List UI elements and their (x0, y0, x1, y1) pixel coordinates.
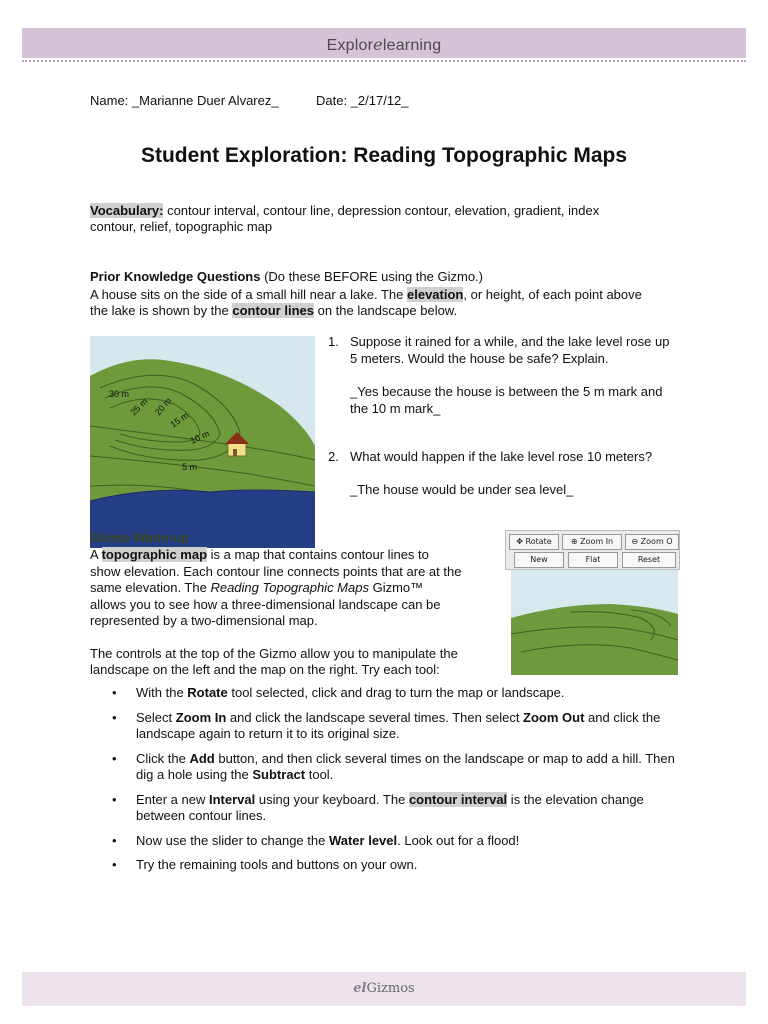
label-25m: 25 m (128, 396, 150, 418)
vocabulary-label: Vocabulary: (90, 203, 164, 218)
bullet-text: . Look out for a flood! (397, 832, 520, 848)
logo-suffix: learning (382, 37, 442, 54)
list-item (112, 685, 692, 702)
flat-button[interactable]: Flat (568, 552, 618, 568)
reset-button[interactable]: Reset (622, 552, 676, 568)
header-banner (22, 28, 746, 58)
new-button[interactable]: New (514, 552, 564, 568)
landscape-figure (90, 336, 315, 548)
bullet-text: Now use the slider to change the (136, 832, 329, 848)
bullet-text: tool. (305, 767, 334, 782)
prior-intro-1 (90, 287, 642, 302)
label-15m: 15 m (168, 409, 191, 430)
p1-l3-text-b: Gizmo™ (368, 580, 424, 595)
list-item (112, 792, 692, 825)
zoom-out-label: Zoom O (640, 537, 673, 546)
bullet-term: Subtract (252, 767, 306, 782)
gizmos-logo (22, 981, 746, 996)
prior-heading (90, 269, 483, 284)
vocabulary-line-1 (90, 203, 599, 218)
header-divider (22, 60, 746, 62)
term-elevation: elevation (407, 287, 464, 302)
warmup-p1-line2: show elevation. Each contour line connects points that are at the (90, 564, 462, 579)
vocabulary-terms-1: contour interval, contour line, depression contour, elevation, gradient, index (163, 203, 600, 218)
zoom-in-label: Zoom In (580, 537, 614, 546)
term-contour-lines: contour lines (232, 303, 314, 318)
bullet-text: With the (136, 685, 188, 700)
question-2-text: What would happen if the lake level rose 10 meters? (350, 449, 653, 464)
prior-intro-2 (90, 303, 457, 318)
gizmo-name: Reading Topographic Maps (210, 580, 369, 595)
warmup-p1-line3 (90, 580, 423, 595)
zoom-in-button[interactable] (562, 534, 622, 550)
bullet-text: using your keyboard. The (255, 791, 409, 807)
bullet-text: Try the remaining tools and buttons on your own. (136, 857, 418, 872)
warmup-p1-line4: allows you to see how a three-dimensional landscape can be (90, 597, 441, 612)
list-item (112, 833, 692, 850)
label-20m: 20 m (152, 395, 174, 418)
p1-text-a: A (90, 547, 102, 562)
prior-heading-note: (Do these BEFORE using the Gizmo.) (260, 269, 483, 284)
list-item (112, 710, 692, 743)
intro1-text-b: , or height, of each point above (463, 287, 642, 302)
list-item (112, 751, 692, 784)
tool-instructions (112, 685, 692, 882)
warmup-heading: Gizmo Warm-up (90, 530, 190, 545)
bullet-icon: • (112, 685, 117, 700)
bullet-icon: • (112, 750, 117, 766)
question-2-answer[interactable]: _The house would be under sea level_ (350, 482, 574, 497)
logo-mark: e (373, 35, 383, 54)
zoom-out-icon: ⊖ (631, 537, 639, 546)
intro2-text-a: the lake is shown by the (90, 303, 233, 318)
zoom-in-icon: ⊕ (570, 537, 578, 546)
label-30m: 30 m (109, 389, 130, 399)
bullet-term: Zoom In (175, 709, 227, 725)
question-2-number: 2. (328, 449, 339, 464)
question-1-text: Suppose it rained for a while, and the lake level rose up 5 meters. Would the house be safe? Explain. (350, 334, 670, 366)
rotate-label: Rotate (525, 537, 552, 546)
rotate-button[interactable] (509, 534, 559, 550)
gizmos-logo-text: Gizmos (366, 981, 415, 996)
prior-heading-bold: Prior Knowledge Questions (90, 269, 261, 284)
bullet-text: tool selected, click and drag to turn the map or landscape. (227, 685, 565, 700)
vocabulary-line-2: contour, relief, topographic map (90, 219, 273, 234)
label-5m: 5 m (182, 462, 198, 472)
intro1-text-a: A house sits on the side of a small hill near a lake. The (90, 287, 407, 302)
bullet-icon: • (112, 832, 117, 848)
warmup-p1-line1 (90, 547, 429, 562)
rotate-icon: ✥ (516, 537, 523, 546)
gizmos-logo-mark: el (353, 981, 367, 996)
explorelearning-logo (22, 35, 746, 55)
label-10m: 10 m (188, 428, 211, 446)
bullet-term: Add (189, 750, 215, 766)
gizmo-landscape[interactable] (511, 570, 678, 675)
term-topographic-map: topographic map (101, 547, 208, 562)
bullet-term: Rotate (187, 685, 228, 700)
bullet-text: is the elevation change between contour lines. (136, 791, 644, 823)
intro2-text-b: on the landscape below. (313, 303, 458, 318)
list-item (112, 857, 692, 874)
date-line: Date: _2/17/12_ (316, 93, 409, 108)
bullet-icon: • (112, 709, 117, 725)
bullet-icon: • (112, 857, 117, 872)
footer-banner (22, 972, 746, 1006)
gizmo-hill (511, 604, 678, 675)
name-line: Name: _Marianne Duer Alvarez_ (90, 93, 279, 108)
p1-text-b: is a map that contains contour lines to (207, 547, 429, 562)
bullet-term: Water level (328, 832, 398, 848)
bullet-text: button, and then click several times on the landscape or map to add a hill. Then dig a hole using the (136, 750, 675, 782)
bullet-text: Enter a new (136, 791, 209, 807)
bullet-icon: • (112, 791, 117, 807)
bullet-term: Zoom Out (523, 709, 585, 725)
bullet-text: and click the landscape again to return it to its original size. (136, 709, 661, 741)
warmup-p2-line1: The controls at the top of the Gizmo allow you to manipulate the (90, 646, 458, 661)
zoom-out-button[interactable] (625, 534, 679, 550)
term-contour-interval: contour interval (408, 791, 508, 807)
bullet-text: Click the (136, 750, 190, 766)
question-1-number: 1. (328, 334, 339, 349)
p1-l3-text-a: same elevation. The (90, 580, 211, 595)
logo-prefix: Explor (326, 37, 374, 54)
page-title: Student Exploration: Reading Topographic Maps (140, 144, 628, 167)
question-2 (328, 449, 678, 499)
bullet-text: and click the landscape several times. Then select (226, 709, 524, 725)
question-1 (328, 334, 678, 424)
bullet-text: Select (136, 709, 176, 725)
bullet-term: Interval (209, 791, 256, 807)
gizmo-toolbar (505, 530, 680, 570)
warmup-p1-line5: represented by a two-dimensional map. (90, 613, 318, 628)
question-1-answer[interactable]: _Yes because the house is between the 5 m mark and the 10 m mark_ (350, 384, 663, 416)
warmup-p2-line2: landscape on the left and the map on the right. Try each tool: (90, 662, 440, 677)
